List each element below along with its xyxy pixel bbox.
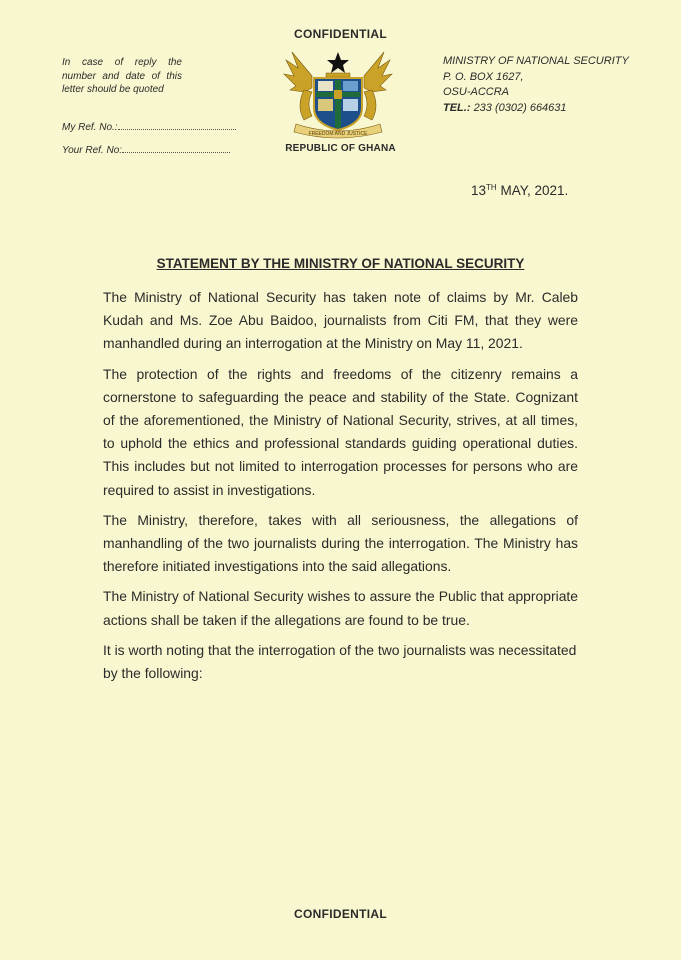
paragraph-5: It is worth noting that the interrogation of the two journalists was necessitated by the following:: [103, 641, 577, 682]
reply-note: In case of reply the number and date of this letter should be quoted: [62, 57, 182, 95]
address-tel: [443, 101, 629, 117]
classification-bottom: CONFIDENTIAL: [294, 907, 387, 921]
address-line-3: OSU-ACCRA: [443, 86, 510, 98]
classification-top: CONFIDENTIAL: [294, 27, 387, 41]
paragraph-1: The Ministry of National Security has taken note of claims by Mr. Caleb Kudah and Ms. Zoe Abu Baidoo, journalists from Citi FM, that they were manhandled during an interrogation at the Ministry on May 11, 2021.: [103, 289, 578, 352]
my-ref-blank: [118, 120, 236, 130]
address-line-1: MINISTRY OF NATIONAL SECURITY: [443, 55, 629, 67]
paragraph-4: The Ministry of National Security wishes to assure the Public that appropriate actions shall be taken if the allegations are found to be true.: [103, 588, 578, 628]
date-suffix: TH: [486, 183, 497, 192]
date-rest: MAY, 2021.: [500, 183, 569, 198]
statement-heading: STATEMENT BY THE MINISTRY OF NATIONAL SECURITY: [156, 256, 525, 271]
crest-caption: REPUBLIC OF GHANA: [285, 143, 396, 154]
ministry-address: [443, 54, 629, 116]
date-day: 13: [471, 183, 487, 198]
my-ref-label: My Ref. No.:: [62, 122, 118, 133]
letter-date: [471, 183, 568, 198]
tel-label: TEL.:: [443, 101, 471, 114]
tel-value: 233 (0302) 664631: [473, 101, 567, 114]
crest-motto: FREEDOM AND JUSTICE: [308, 131, 368, 137]
your-ref-label: Your Ref. No:: [62, 145, 123, 156]
ghana-coat-of-arms-icon: [282, 46, 394, 142]
paragraph-2: The protection of the rights and freedoms of the citizenry remains a cornerstone to safeguarding the peace and stability of the State. Cognizant of the aforementioned, the Ministry of National Security, strives, at all times, to uphold the ethics and professional standards guiding operational duties. This includes but not limited to interrogation processes for persons who are required to assist in investigations.: [103, 365, 578, 498]
paragraph-3: The Ministry, therefore, takes with all seriousness, the allegations of manhandling of the two journalists during the interrogation. The Ministry has therefore initiated investigations into the said allegations.: [103, 511, 578, 575]
statement-body: [103, 286, 578, 692]
address-line-2: P. O. BOX 1627,: [443, 70, 524, 83]
my-ref-line: [62, 120, 236, 133]
